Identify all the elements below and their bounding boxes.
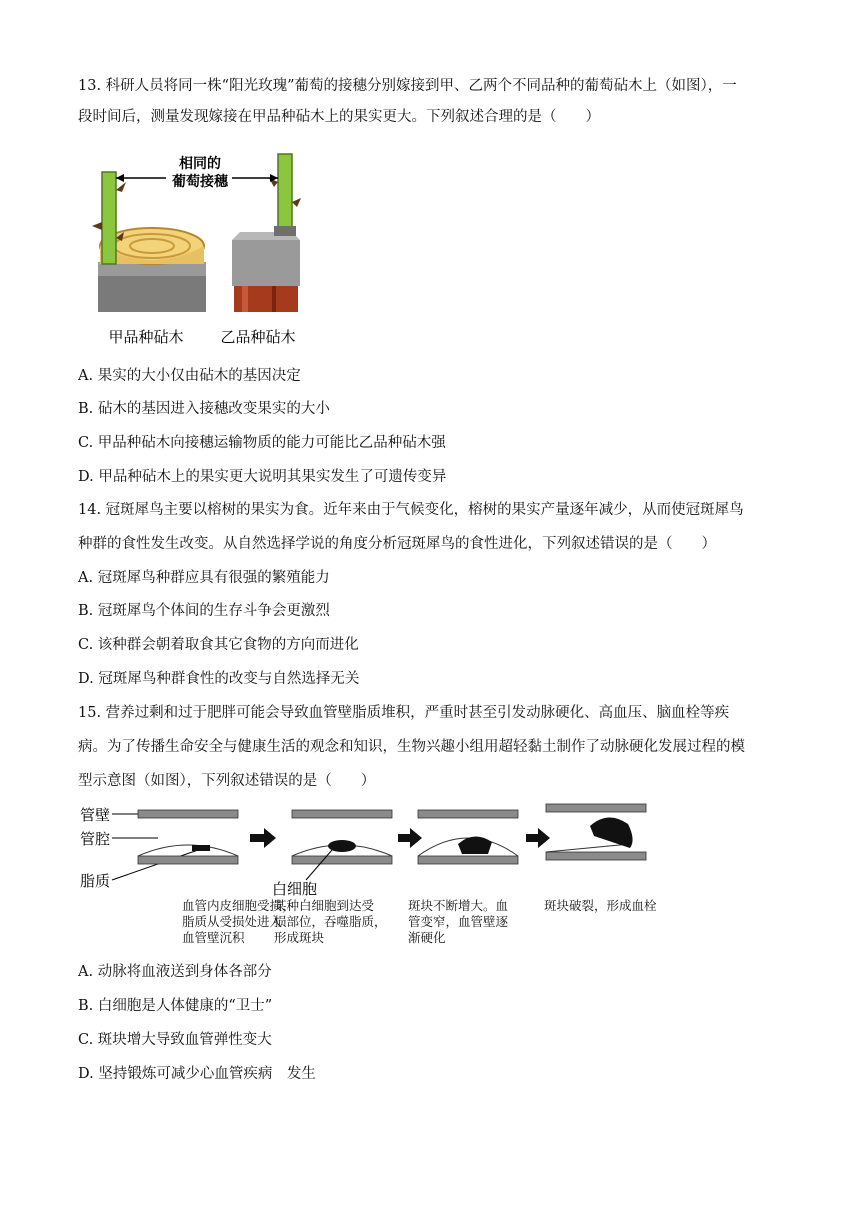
scion-b-graphic: [269, 154, 301, 236]
stage-2-graphic: [292, 810, 392, 880]
q14-option-d: D. 冠斑犀鸟种群食性的改变与自然选择无关: [78, 671, 360, 687]
q15-option-a: A. 动脉将血液送到身体各部分: [78, 964, 272, 980]
q13-stem-line1: 13. 科研人员将同一株“阳光玫瑰”葡萄的接穗分别嫁接到甲、乙两个不同品种的葡萄砧木上（如图），一: [78, 78, 737, 94]
q13-option-a: A. 果实的大小仅由砧木的基因决定: [78, 368, 301, 384]
rootstock-a-label: 甲品种砧木: [108, 328, 184, 346]
q13-option-c: C. 甲品种砧木向接穗运输物质的能力可能比乙品种砧木强: [78, 435, 446, 451]
stage-1-graphic: [138, 810, 238, 864]
label-wall: 管壁: [80, 806, 111, 824]
label-lipid: 脂质: [80, 872, 111, 890]
q15-stem-line1: 15. 营养过剩和过于肥胖可能会导致血管壁脂质堆积，严重时甚至引发动脉硬化、高血压、脑血栓等疾: [78, 705, 730, 721]
rootstock-b-graphic: [232, 232, 300, 312]
q15-stem-line2: 病。为了传播生命安全与健康生活的观念和知识，生物兴趣小组用超轻黏土制作了动脉硬化发展过程的模: [78, 739, 745, 755]
caption-3-line1: 斑块不断增大。血: [408, 898, 509, 913]
caption-1-line3: 血管壁沉积: [182, 930, 245, 945]
q14-option-c: C. 该种群会朝着取食其它食物的方向而进化: [78, 637, 359, 653]
caption-2-line1: 某种白细胞到达受: [274, 898, 375, 913]
q14-option-b: B. 冠斑犀鸟个体间的生存斗争会更激烈: [78, 603, 330, 619]
caption-1-line1: 血管内皮细胞受损，: [182, 898, 295, 913]
arrow-1-icon: [250, 828, 276, 848]
rootstock-b-label: 乙品种砧木: [220, 328, 296, 346]
q15-option-d: D. 坚持锻炼可减少心血管疾病 发生: [78, 1066, 316, 1082]
stage-3-graphic: [418, 810, 518, 864]
caption-2-line2: 损部位，吞噬脂质，: [274, 914, 387, 929]
q14-stem-line2: 种群的食性发生改变。从自然选择学说的角度分析冠斑犀鸟的食性进化，下列叙述错误的是（ ）: [78, 536, 716, 552]
q14-stem-line1: 14. 冠斑犀鸟主要以榕树的果实为食。近年来由于气候变化，榕树的果实产量逐年减少，从而使冠斑犀鸟: [78, 502, 744, 518]
q13-option-b: B. 砧木的基因进入接穗改变果实的大小: [78, 401, 330, 417]
q15-option-c: C. 斑块增大导致血管弹性变大: [78, 1032, 272, 1048]
caption-1-line2: 脂质从受损处进入: [182, 914, 283, 929]
caption-4-line1: 斑块破裂，形成血栓: [544, 898, 657, 913]
label-lumen: 管腔: [80, 830, 111, 848]
arrow-3-icon: [526, 828, 550, 848]
scion-label-line1: 相同的: [179, 156, 221, 172]
scion-label-line2: 葡萄接穗: [172, 174, 228, 190]
atherosclerosis-figure: [78, 800, 698, 950]
stage-4-graphic: [546, 804, 646, 860]
caption-2-line3: 形成斑块: [274, 930, 325, 945]
q13-option-d: D. 甲品种砧木上的果实更大说明其果实发生了可遗传变异: [78, 469, 447, 485]
caption-3-line3: 渐硬化: [408, 930, 446, 945]
caption-3-line2: 管变窄，血管壁逐: [408, 914, 509, 929]
q14-option-a: A. 冠斑犀鸟种群应具有很强的繁殖能力: [78, 570, 330, 586]
q15-stem-line3: 型示意图（如图），下列叙述错误的是（ ）: [78, 773, 376, 789]
grafting-figure: [92, 142, 322, 352]
q15-option-b: B. 白细胞是人体健康的“卫士”: [78, 998, 273, 1014]
label-wbc: 白细胞: [272, 880, 318, 898]
q13-stem-line2: 段时间后，测量发现嫁接在甲品种砧木上的果实更大。下列叙述合理的是（ ）: [78, 109, 600, 125]
arrow-2-icon: [398, 828, 422, 848]
